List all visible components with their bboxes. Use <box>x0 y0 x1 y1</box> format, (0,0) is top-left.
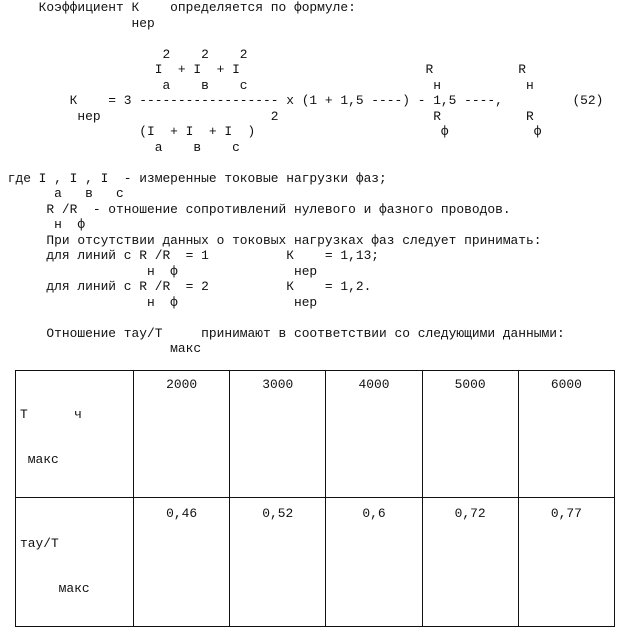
text-line <box>0 155 603 171</box>
row-header-tmax <box>16 371 134 498</box>
table-cell: 4000 <box>326 371 422 498</box>
text-line: где I , I , I - измеренные токовые нагрузки фаз; <box>0 170 387 186</box>
tau-ratio-table <box>15 370 615 627</box>
table-cell: 0,52 <box>230 498 326 627</box>
text-line: н ф нер <box>0 263 318 279</box>
text-line: 2 2 2 <box>0 46 248 62</box>
table-cell: 0,46 <box>134 498 230 627</box>
table-cell: 0,6 <box>326 498 422 627</box>
table-row <box>16 498 615 627</box>
row-header-sub: макс <box>20 452 59 467</box>
text-line: Отношение тау/Т принимают в соответствии со следующими данными: <box>0 325 565 341</box>
text-line: для линий с R /R = 1 К = 1,13; <box>0 248 380 263</box>
text-line: (I + I + I ) ф ф <box>0 124 542 139</box>
text-line <box>0 310 603 326</box>
text-line: а в с <box>0 186 124 201</box>
table-cell: 2000 <box>134 371 230 498</box>
table-cell: 0,72 <box>422 498 518 627</box>
text-line: К = 3 ------------------ х (1 + 1,5 ----) - 1,5 ----, (52) <box>0 93 604 108</box>
table-cell: 0,77 <box>518 498 614 627</box>
text-line: При отсутствии данных о токовых нагрузках фаз следует принимать: <box>0 232 542 248</box>
text-line: для линий с R /R = 2 К = 1,2. <box>0 279 372 294</box>
row-header-sub: макс <box>20 581 90 596</box>
text-line: Коэффициент К определяется по формуле: <box>0 0 356 15</box>
row-header-main: тау/Т <box>20 536 59 551</box>
text-line: нер 2 R R <box>0 108 534 124</box>
text-line: н ф <box>0 217 86 232</box>
table-row <box>16 371 615 498</box>
text-line: а в с <box>0 139 240 155</box>
text-line: I + I + I R R <box>0 62 527 77</box>
table-cell: 3000 <box>230 371 326 498</box>
text-line: а в с н н <box>0 77 534 93</box>
text-line: нер <box>0 15 155 31</box>
row-header-main: Т ч <box>20 407 82 422</box>
table-cell: 5000 <box>422 371 518 498</box>
text-line: R /R - отношение сопротивлений нулевого и фазного проводов. <box>0 201 511 217</box>
row-header-tau <box>16 498 134 627</box>
text-line <box>0 31 603 47</box>
text-line: макс <box>0 341 202 356</box>
table-cell: 6000 <box>518 371 614 498</box>
text-line: н ф нер <box>0 294 318 310</box>
